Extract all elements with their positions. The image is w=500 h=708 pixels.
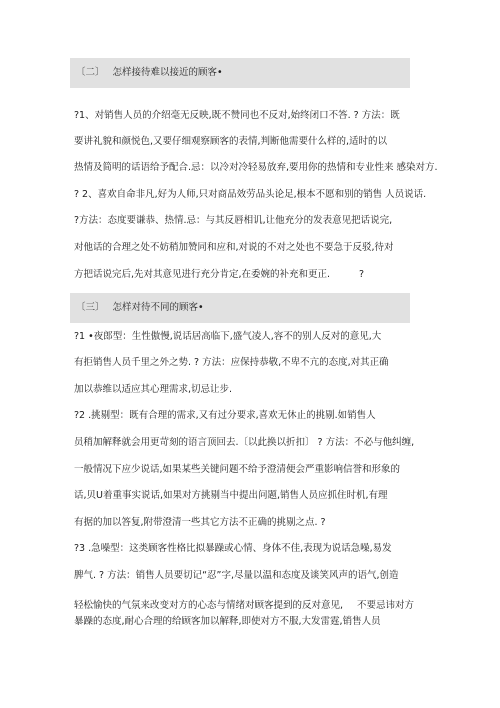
text-line: 暴躁的态度,耐心合理的给顾客加以解释,即使对方不服,大发雷霆,销售人员 bbox=[74, 616, 381, 627]
text-line: 要讲礼貌和颜悦色,又要仔细观察顾客的表情,判断他需要什么样的,适时的以 bbox=[74, 136, 388, 147]
text-line: 轻松愉快的气氛来改变对方的心态与情绪对顾客提到的反对意见, bbox=[74, 600, 344, 611]
section-title: 怎样对待不同的顾客• bbox=[112, 302, 204, 313]
text-line: ?方法：态度要谦恭、热情.忌：与其反唇相讥,让他充分的发表意见把话说完, bbox=[74, 215, 393, 226]
text-line-tail: 不要忌讳对方 bbox=[357, 600, 415, 611]
text-line: ?2 .挑剔型：既有合理的需求,又有过分要求,喜欢无休止的挑剔.如销售人 bbox=[74, 410, 376, 421]
text-line: 方把话说完后,先对其意见进行充分肯定,在委婉的补充和更正. bbox=[74, 269, 331, 280]
section-heading-3 bbox=[70, 293, 410, 323]
text-line: 员稍加解释就会用更苛刻的语言顶回去.〔以此换以折扣〕 ? 方法：不必与他纠缠, bbox=[74, 437, 415, 448]
section-number: 〔二〕 bbox=[76, 67, 105, 78]
section-heading-2 bbox=[70, 58, 410, 88]
text-line: 话,贝U着重事实说话,如果对方挑剔当中提出问题,销售人员应抓住时机,有理 bbox=[74, 490, 388, 501]
text-line: ?1 •夜郎型：生性傲慢,说话居高临下,盛气凌人,容不的别人反对的意见,大 bbox=[74, 331, 382, 342]
text-line: ? 2、喜欢自命非凡,好为人师,只对商品效劳品头论足,根本不愿和别的销售 人员说话. bbox=[74, 189, 427, 200]
text-line: 脾气. ? 方法：销售人员要切记“忍”字,尽量以温和态度及谈笑风声的语气,创造 bbox=[74, 570, 399, 581]
text-line: 有据的加以答复,附带澄清一些其它方法不正确的挑剔之点. ? bbox=[74, 517, 326, 528]
text-line: 有拒销售人员千里之外之势. ? 方法：应保持恭敬,不卑不亢的态度,对其正确 bbox=[74, 357, 389, 368]
text-line: 一般情况下应少说话,如果某些关键问题不给予澄清便会严重影响信誉和形象的 bbox=[74, 464, 401, 475]
text-line: 热情及简明的话语给予配合.忌：以冷对冷轻易放弃,要用你的热情和专业性来 感染对方. bbox=[74, 162, 438, 173]
section-number: 〔三〕 bbox=[76, 302, 105, 313]
text-line: 对他话的合理之处不妨稍加赞同和应和,对说的不对之处也不要急于反驳,待对 bbox=[74, 242, 394, 253]
stray-question-mark: ? bbox=[359, 269, 365, 280]
text-line: ?1、对销售人员的介绍毫无反映,既不赞同也不反对,始终闭口不答. ? 方法：既 bbox=[74, 110, 400, 121]
text-line: 加以恭维以适应其心理需求,切忌让步. bbox=[74, 384, 233, 395]
section-title: 怎样接待难以接近的顾客• bbox=[112, 67, 223, 78]
text-line: ?3 .急噪型：这类顾客性格比拟暴躁或心情、身体不佳,表现为说话急噪,易发 bbox=[74, 543, 392, 554]
